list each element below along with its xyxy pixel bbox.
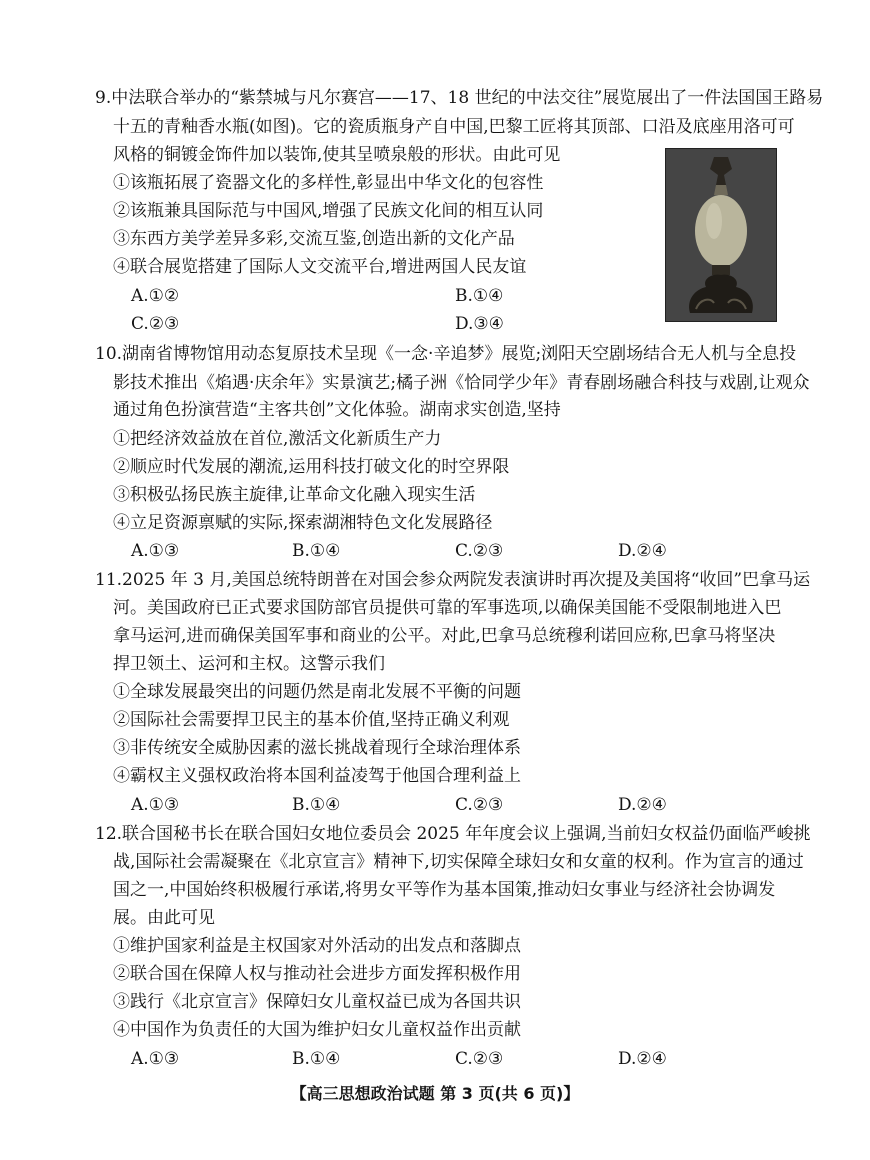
q12-stem-line: 国之一,中国始终积极履行承诺,将男女平等作为基本国策,推动妇女事业与经济社会协调发 (113, 880, 776, 900)
q9-option-b: B.①④ (455, 286, 504, 306)
q12-statement: ②联合国在保障人权与推动社会进步方面发挥积极作用 (113, 964, 521, 984)
q10-option-d: D.②④ (618, 541, 667, 561)
q11-statement: ①全球发展最突出的问题仍然是南北发展不平衡的问题 (113, 682, 521, 702)
q9-statement: ①该瓶拓展了瓷器文化的多样性,彰显出中华文化的包容性 (113, 173, 544, 193)
q9-option-a: A.①② (131, 286, 180, 306)
q10-stem-line: 通过角色扮演营造“主客共创”文化体验。湖南求实创造,坚持 (113, 400, 561, 420)
vase-illustration (666, 149, 776, 321)
q12-stem-line: 展。由此可见 (113, 908, 215, 928)
q11-option-d: D.②④ (618, 795, 667, 815)
q12-option-c: C.②③ (455, 1049, 504, 1069)
q12-option-a: A.①③ (131, 1049, 180, 1069)
q11-stem-line: 捍卫领土、运河和主权。这警示我们 (113, 654, 385, 674)
q10-statement: ④立足资源禀赋的实际,探索湖湘特色文化发展路径 (113, 513, 493, 533)
q9-stem-line: 十五的青釉香水瓶(如图)。它的瓷质瓶身产自中国,巴黎工匠将其顶部、口沿及底座用洛可可 (113, 117, 795, 137)
q9-statement: ③东西方美学差异多彩,交流互鉴,创造出新的文化产品 (113, 229, 515, 249)
q11-option-b: B.①④ (292, 795, 341, 815)
q9-stem-line: 9.中法联合举办的“紫禁城与凡尔赛宫——17、18 世纪的中法交往”展览展出了一件法国国王路易 (95, 88, 824, 108)
q11-statement: ②国际社会需要捍卫民主的基本价值,坚持正确义利观 (113, 710, 510, 730)
q9-option-c: C.②③ (131, 314, 180, 334)
q9-option-d: D.③④ (455, 314, 504, 334)
q11-stem-line: 拿马运河,进而确保美国军事和商业的公平。对此,巴拿马总统穆利诺回应称,巴拿马将坚决 (113, 626, 776, 646)
q10-option-a: A.①③ (131, 541, 180, 561)
q11-option-a: A.①③ (131, 795, 180, 815)
q12-statement: ①维护国家利益是主权国家对外活动的出发点和落脚点 (113, 936, 521, 956)
q12-statement: ④中国作为负责任的大国为维护妇女儿童权益作出贡献 (113, 1020, 521, 1040)
q11-statement: ④霸权主义强权政治将本国利益凌驾于他国合理利益上 (113, 766, 521, 786)
q12-stem-line: 战,国际社会需凝聚在《北京宣言》精神下,切实保障全球妇女和女童的权利。作为宣言的通过 (113, 852, 804, 872)
q10-stem-line: 影技术推出《焰遇·庆余年》实景演艺;橘子洲《恰同学少年》青春剧场融合科技与戏剧,让观众 (113, 373, 810, 393)
page-footer: 【高三思想政治试题 第 3 页(共 6 页)】 (290, 1084, 580, 1103)
q10-statement: ③积极弘扬民族主旋律,让革命文化融入现实生活 (113, 485, 476, 505)
q9-stem-line: 风格的铜镀金饰件加以装饰,使其呈喷泉般的形状。由此可见 (113, 145, 561, 165)
q11-stem-line: 河。美国政府已正式要求国防部官员提供可靠的军事选项,以确保美国能不受限制地进入巴 (113, 598, 782, 618)
q10-statement: ②顺应时代发展的潮流,运用科技打破文化的时空界限 (113, 457, 510, 477)
vase-photo (665, 148, 777, 322)
q11-stem-line: 11.2025 年 3 月,美国总统特朗普在对国会参众两院发表演讲时再次提及美国将“收回”巴拿马运 (95, 570, 811, 590)
q12-stem-line: 12.联合国秘书长在联合国妇女地位委员会 2025 年年度会议上强调,当前妇女权益仍面临严峻挑 (95, 824, 811, 844)
q9-statement: ④联合展览搭建了国际人文交流平台,增进两国人民友谊 (113, 257, 527, 277)
q12-statement: ③践行《北京宣言》保障妇女儿童权益已成为各国共识 (113, 992, 521, 1012)
q10-option-c: C.②③ (455, 541, 504, 561)
q12-option-b: B.①④ (292, 1049, 341, 1069)
q9-statement: ②该瓶兼具国际范与中国风,增强了民族文化间的相互认同 (113, 201, 544, 221)
q12-option-d: D.②④ (618, 1049, 667, 1069)
q10-option-b: B.①④ (292, 541, 341, 561)
q11-option-c: C.②③ (455, 795, 504, 815)
q11-statement: ③非传统安全威胁因素的滋长挑战着现行全球治理体系 (113, 738, 521, 758)
q10-stem-line: 10.湖南省博物馆用动态复原技术呈现《一念·辛追梦》展览;浏阳天空剧场结合无人机与全息投 (95, 344, 797, 364)
q10-statement: ①把经济效益放在首位,激活文化新质生产力 (113, 429, 442, 449)
